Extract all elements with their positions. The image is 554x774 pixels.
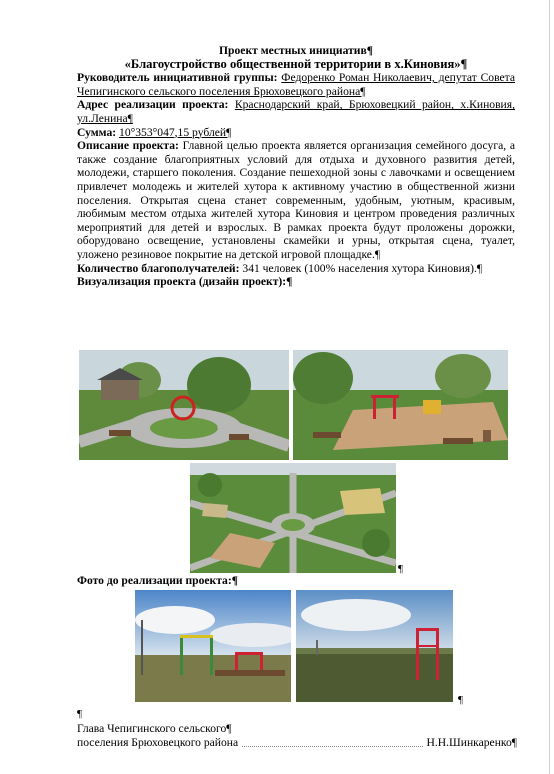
- address-paragraph: [77, 98, 515, 125]
- description-paragraph: [77, 139, 515, 261]
- description-text: Главной целью проекта является организация семейного досуга, а также создание благоприятных условий для отдыха и духовного развития детей, молодежи, старшего поколения. Создание пешеходной зоны с лавочками и освещением привлечет молодежь и жителей хутора к активному участию в общественной жизни поселения. Открытая сцена станет современным, удобным, уютным, красивым, любимым местом отдыха жителей хутора Киновия и центром проведения различных мероприятий для детей и взрослых. В рамках проекта будут проложены дорожки, оборудовано освещение, установлены скамейки и урны, открытая сцена, туалет, уложено резиновое покрытие на детской игровой площадке.¶: [77, 139, 515, 261]
- address-value: Краснодарский край, Брюховецкий район, х.Киновия, ул.Ленина¶: [77, 98, 515, 125]
- document-title-line1: Проект местных инициатив¶: [219, 44, 373, 57]
- signature-line2-row: [77, 736, 517, 750]
- beneficiaries-paragraph: [77, 262, 515, 276]
- design-render-aerial-image: [190, 463, 396, 573]
- signature-line1: Глава Чепигинского сельского¶: [77, 722, 232, 735]
- signature-dotted-leader: [242, 746, 422, 747]
- leader-paragraph: [77, 71, 515, 98]
- design-render-playground-image: [293, 350, 508, 460]
- signature-block: [77, 722, 517, 750]
- page-right-border: [549, 0, 550, 774]
- sum-paragraph: [77, 126, 515, 140]
- document-title-line2: «Благоустройство общественной территории в х.Киновия»¶: [124, 56, 468, 71]
- signature-name: Н.Н.Шинкаренко¶: [426, 736, 517, 749]
- photo-heading: Фото до реализации проекта:¶: [77, 574, 238, 587]
- leader-value: Федоренко Роман Николаевич, депутат Совета Чепигинского сельского поселения Брюховецкого района¶: [77, 71, 516, 98]
- visualization-heading: Визуализация проекта (дизайн проект):¶: [77, 275, 293, 289]
- document-body: [77, 44, 515, 289]
- photo-row-pilcrow: ¶: [458, 694, 463, 706]
- leader-label: Руководитель инициативной группы:: [77, 71, 278, 85]
- beneficiaries-label: Количество благополучателей:: [77, 261, 240, 275]
- empty-paragraph-mark: ¶: [77, 708, 82, 720]
- photo-before-playground-image: [135, 590, 291, 702]
- photo-before-field-image: [296, 590, 453, 702]
- address-label: Адрес реализации проекта:: [77, 98, 229, 112]
- beneficiaries-value: 341 человек (100% населения хутора Киновия).¶: [242, 261, 483, 275]
- render-row-pilcrow: ¶: [398, 563, 403, 575]
- sum-label: Сумма:: [77, 125, 117, 139]
- signature-line2: поселения Брюховецкого района: [77, 736, 239, 749]
- sum-value: 10°353°047,15 рублей¶: [119, 125, 232, 139]
- design-render-plaza-image: [79, 350, 289, 460]
- description-label: Описание проекта:: [77, 139, 179, 153]
